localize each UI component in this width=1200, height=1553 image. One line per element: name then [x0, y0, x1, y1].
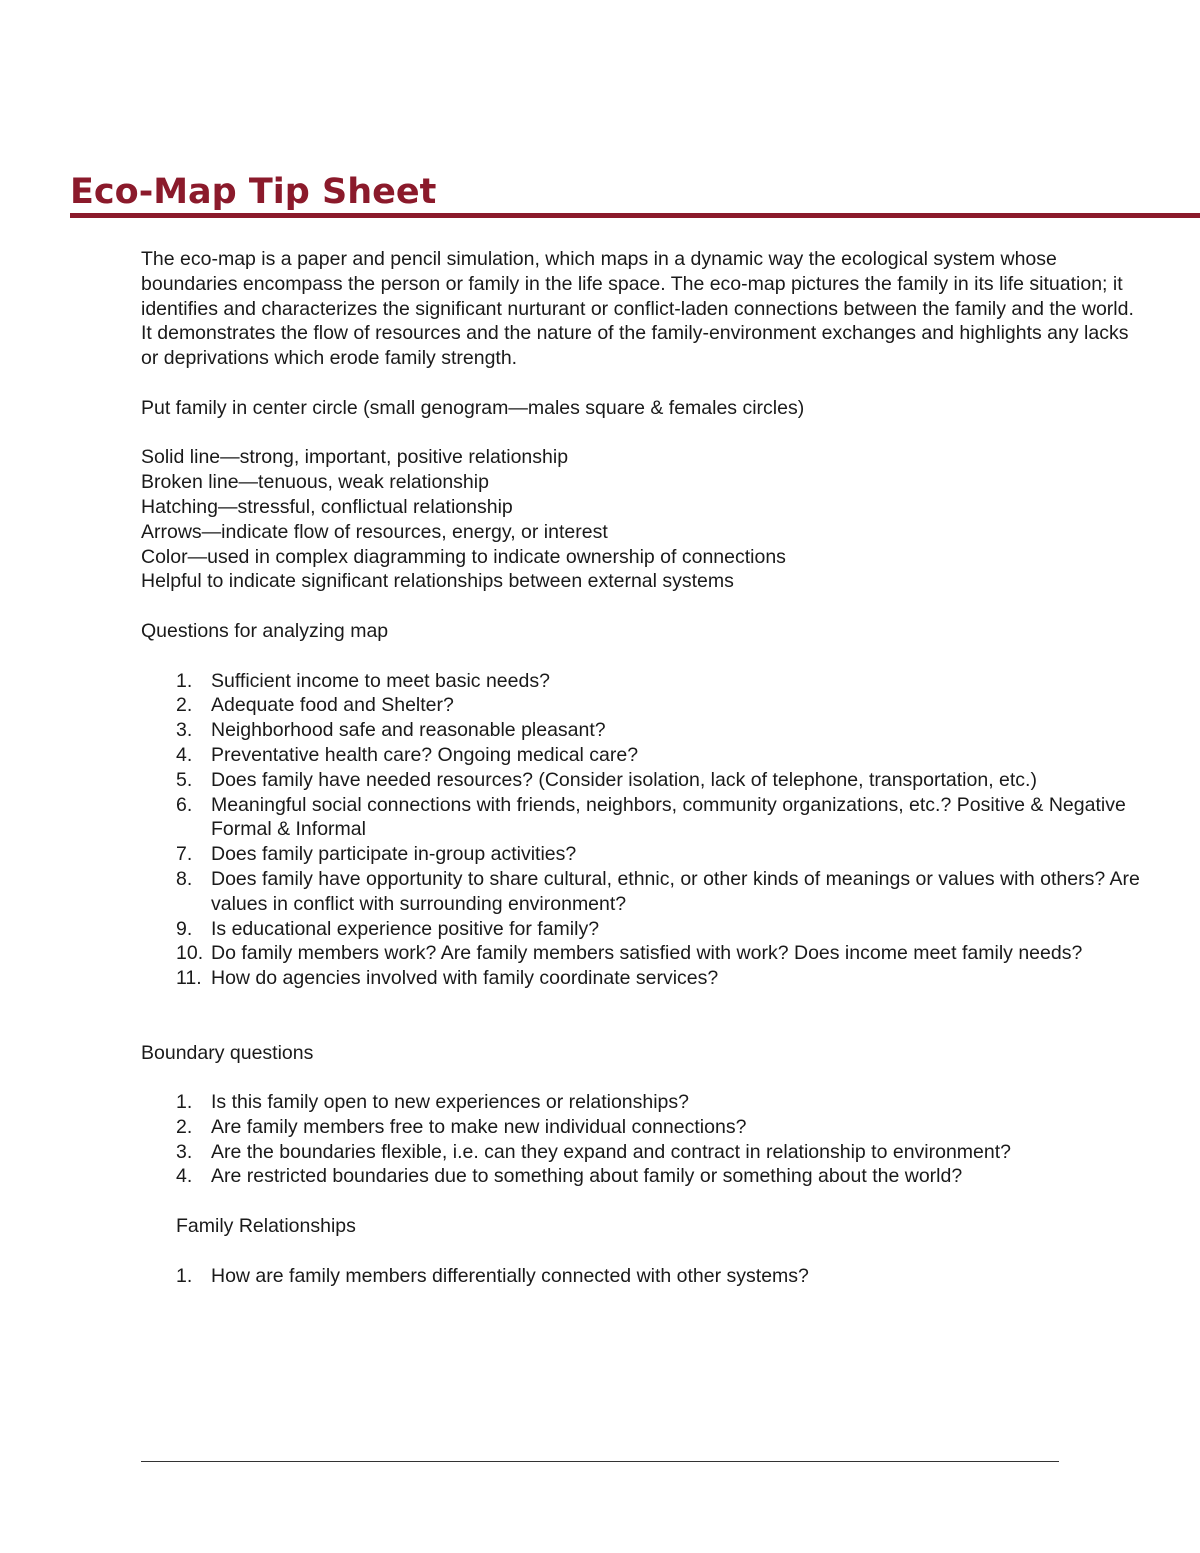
- list-number: 6.: [176, 793, 193, 816]
- footer-divider: [141, 1461, 1059, 1462]
- list-item: [141, 743, 1141, 768]
- list-item: [141, 1115, 1141, 1140]
- list-number: 2.: [176, 694, 193, 717]
- list-text: How do agencies involved with family coordinate services?: [211, 967, 719, 990]
- legend-item: Solid line—strong, important, positive relationship: [141, 446, 569, 469]
- legend-item: Color—used in complex diagramming to indicate ownership of connections: [141, 545, 786, 568]
- list-number: 7.: [176, 843, 193, 866]
- page-title: Eco-Map Tip Sheet: [70, 172, 437, 212]
- list-number: 8.: [176, 867, 193, 890]
- relationships-questions-list: [141, 1264, 1141, 1289]
- list-text: Neighborhood safe and reasonable pleasant?: [211, 719, 606, 742]
- list-item: [141, 966, 1141, 991]
- list-item: [141, 1264, 1141, 1289]
- list-text: Does family have needed resources? (Consider isolation, lack of telephone, transportation, etc.): [211, 768, 1037, 791]
- boundary-heading: Boundary questions: [141, 1041, 314, 1064]
- list-number: 1.: [176, 1091, 193, 1114]
- list-text: Are family members free to make new individual connections?: [211, 1115, 747, 1138]
- legend-item: Broken line—tenuous, weak relationship: [141, 471, 489, 494]
- legend-item: Arrows—indicate flow of resources, energy, or interest: [141, 520, 608, 543]
- boundary-questions-list: [141, 1090, 1141, 1189]
- title-underline: [70, 213, 1200, 218]
- list-item: [141, 1164, 1141, 1189]
- list-number: 1.: [176, 1264, 193, 1287]
- list-number: 11.: [176, 967, 202, 990]
- list-number: 5.: [176, 768, 193, 791]
- list-number: 3.: [176, 1140, 193, 1163]
- legend-item: Hatching—stressful, conflictual relationship: [141, 495, 513, 518]
- list-text: Meaningful social connections with friends, neighbors, community organizations, etc.? Positive & Negative Formal & Informal: [211, 793, 1126, 841]
- list-text: Do family members work? Are family members satisfied with work? Does income meet family needs?: [211, 942, 1083, 965]
- list-number: 4.: [176, 1165, 193, 1188]
- list-number: 9.: [176, 917, 193, 940]
- list-item: [141, 693, 1141, 718]
- list-item: [141, 867, 1141, 917]
- list-text: Sufficient income to meet basic needs?: [211, 669, 550, 692]
- list-text: Are the boundaries flexible, i.e. can they expand and contract in relationship to environment?: [211, 1140, 1011, 1163]
- list-item: [141, 941, 1141, 966]
- document-body: [141, 247, 1141, 1288]
- list-number: 10.: [176, 942, 204, 965]
- list-item: [141, 917, 1141, 942]
- list-text: Is this family open to new experiences or relationships?: [211, 1091, 689, 1114]
- list-number: 2.: [176, 1115, 193, 1138]
- legend-item: Helpful to indicate significant relationships between external systems: [141, 570, 734, 593]
- legend-list: [141, 445, 1141, 594]
- list-item: [141, 718, 1141, 743]
- list-number: 4.: [176, 743, 193, 766]
- relationships-heading: Family Relationships: [176, 1215, 356, 1238]
- list-item: [141, 1140, 1141, 1165]
- list-number: 1.: [176, 669, 193, 692]
- list-text: Does family participate in-group activities?: [211, 843, 577, 866]
- list-text: Does family have opportunity to share cultural, ethnic, or other kinds of meanings or values with others? Are values in conflict with surrounding environment?: [211, 867, 1140, 915]
- center-circle-instruction: Put family in center circle (small genogram—males square & females circles): [141, 396, 805, 419]
- list-text: Is educational experience positive for family?: [211, 917, 600, 940]
- list-number: 3.: [176, 719, 193, 742]
- analysis-questions-list: [141, 669, 1141, 991]
- list-text: How are family members differentially connected with other systems?: [211, 1264, 809, 1287]
- list-text: Are restricted boundaries due to something about family or something about the world?: [211, 1165, 963, 1188]
- list-text: Preventative health care? Ongoing medical care?: [211, 743, 639, 766]
- list-item: [141, 768, 1141, 793]
- analysis-heading: Questions for analyzing map: [141, 619, 389, 642]
- intro-paragraph: The eco-map is a paper and pencil simulation, which maps in a dynamic way the ecological system whose boundaries encompass the person or family in the life space. The eco-map pictures the family in its life situation; it identifies and characterizes the significant nurturant or conflict-laden connections between the family and the world. It demonstrates the flow of resources and the nature of the family-environment exchanges and highlights any lacks or deprivations which erode family strength.: [141, 248, 1134, 370]
- list-text: Adequate food and Shelter?: [211, 694, 454, 717]
- list-item: [141, 669, 1141, 694]
- list-item: [141, 793, 1141, 843]
- list-item: [141, 842, 1141, 867]
- list-item: [141, 1090, 1141, 1115]
